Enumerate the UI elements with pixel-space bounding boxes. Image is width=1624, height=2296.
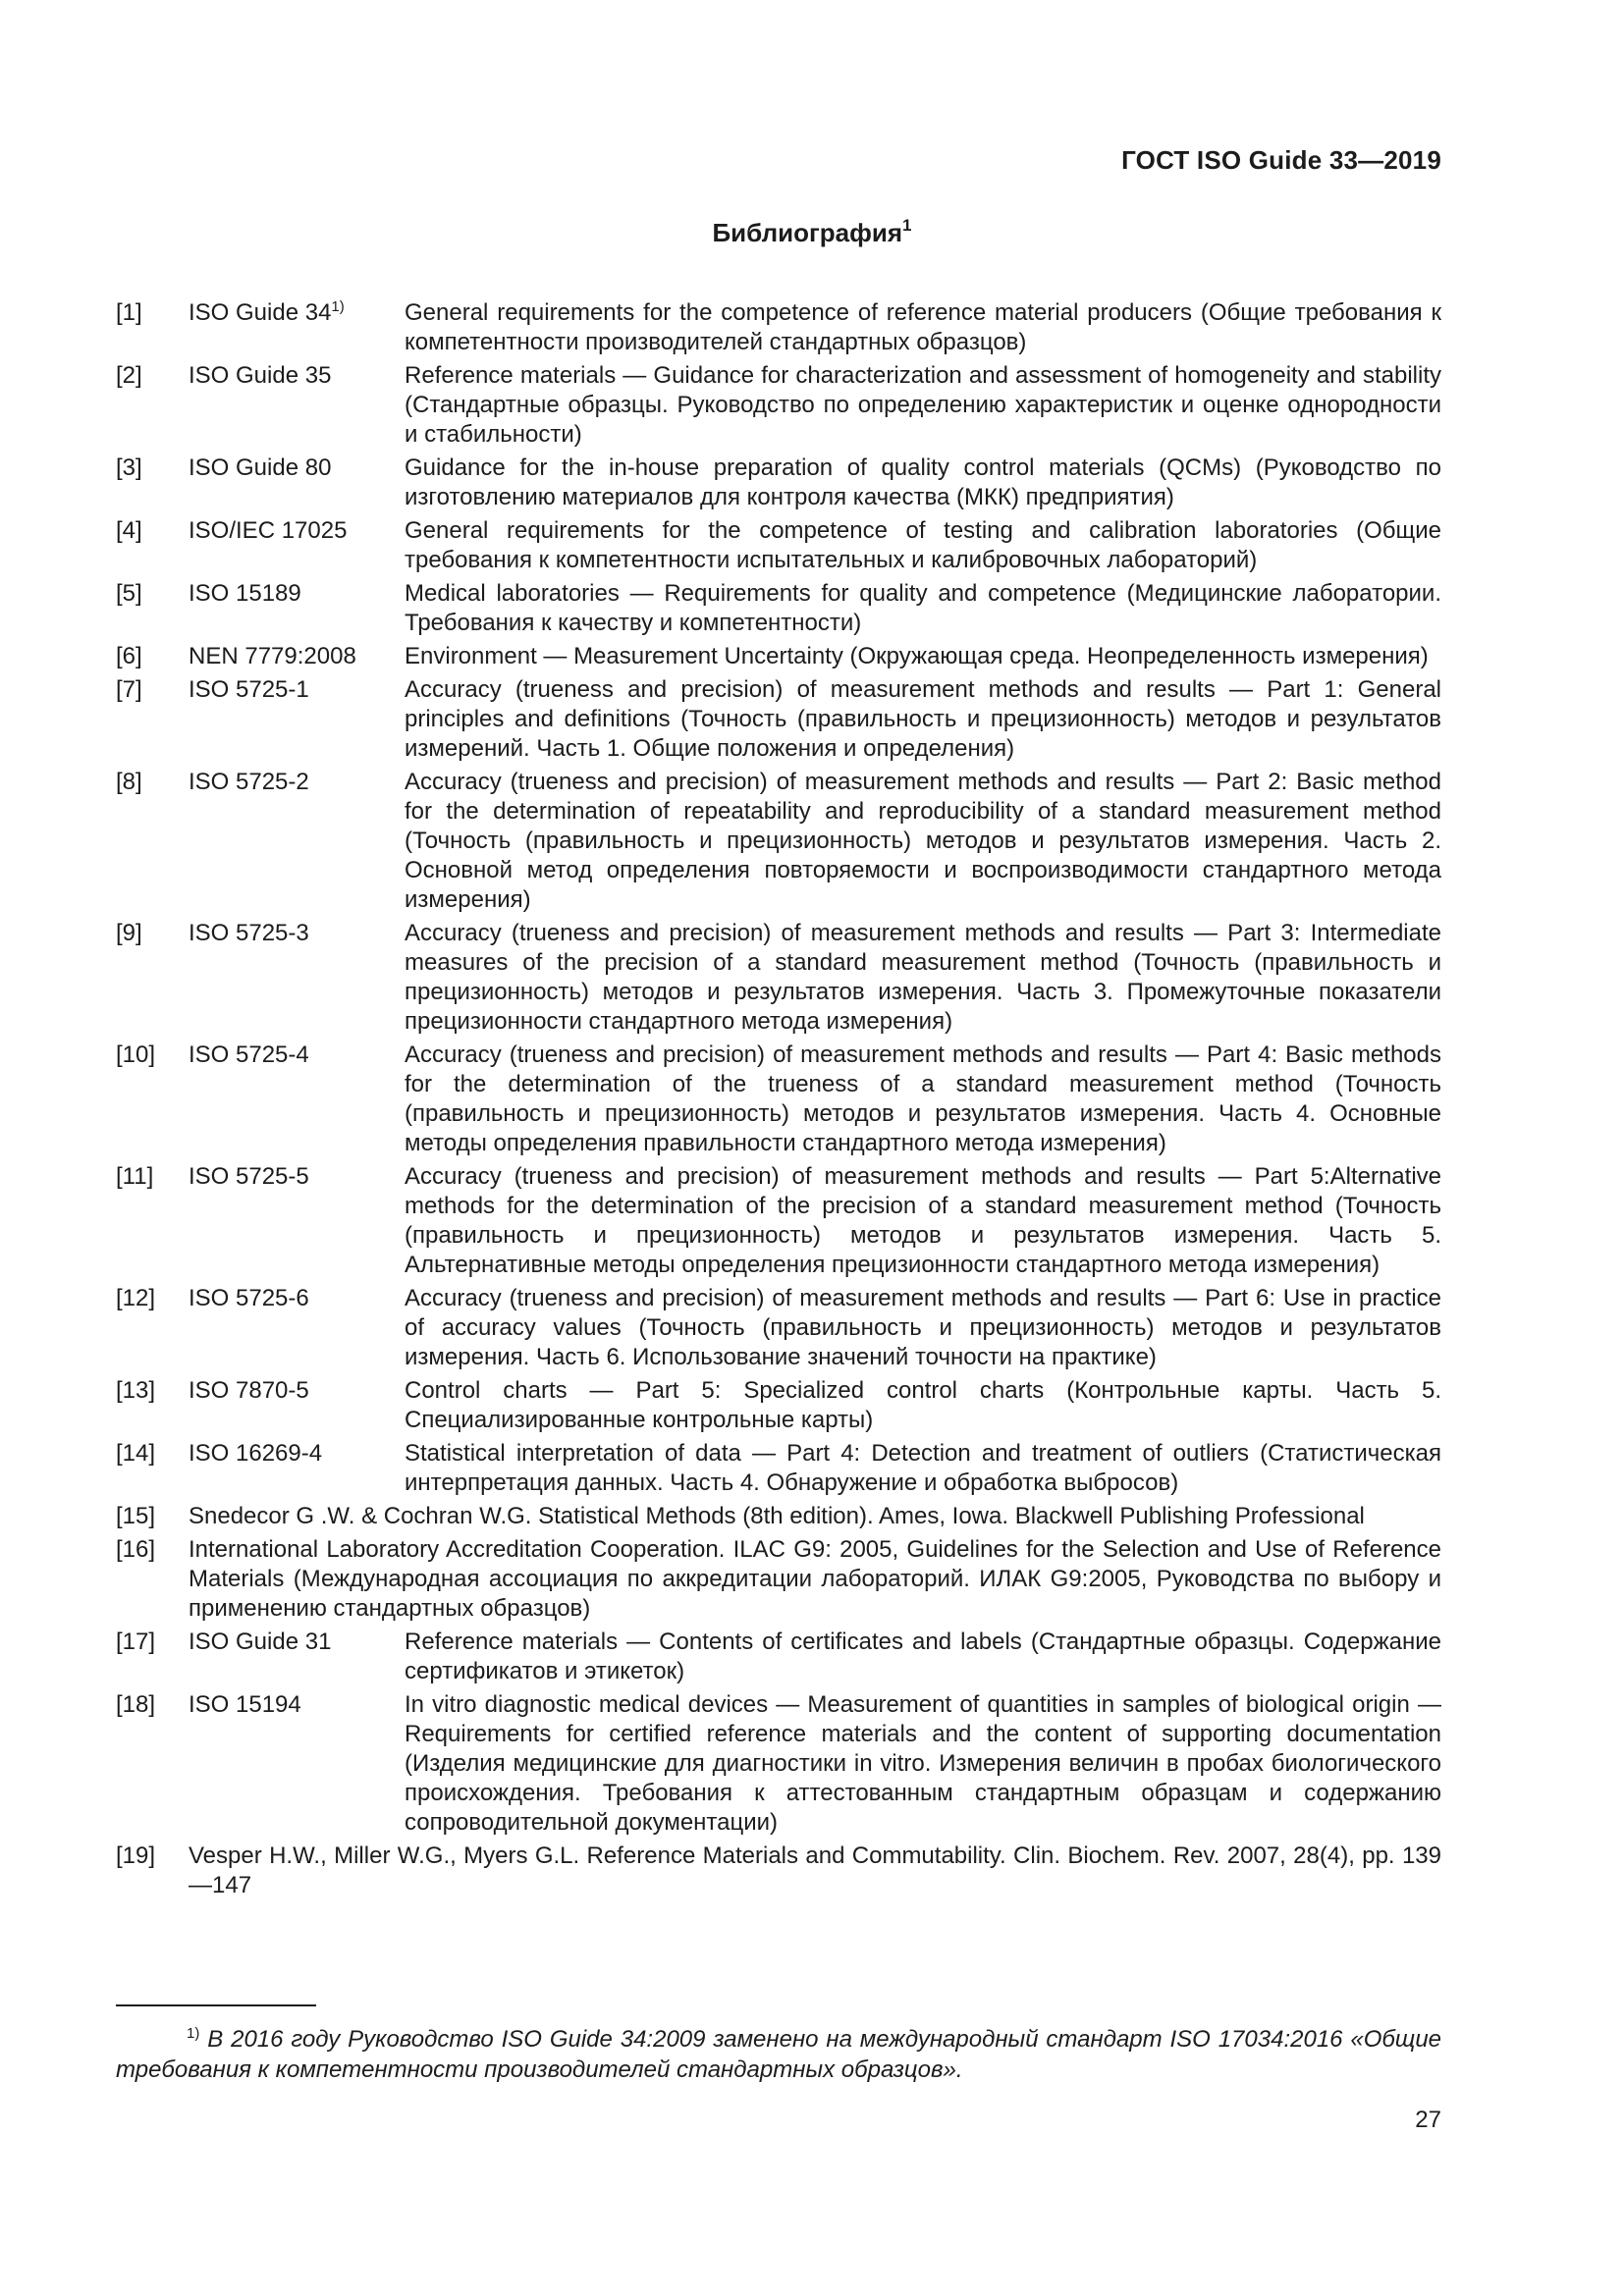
entry-code xyxy=(189,298,405,357)
entry-number: [17] xyxy=(116,1629,156,1655)
entry-number: [12] xyxy=(116,1285,156,1311)
entry-number: [3] xyxy=(116,454,142,481)
bibliography-list xyxy=(116,298,1441,1904)
bibliography-entry xyxy=(116,919,1441,1037)
page-number: 27 xyxy=(1415,2107,1441,2133)
entry-text: General requirements for the competence of testing and calibration laboratories (Общие требования к компетентности испытательных и калибровочных лабораторий) xyxy=(405,517,1441,573)
entry-text: In vitro diagnostic medical devices — Measurement of quantities in samples of biological origin — Requirements for certified reference materials and the content of supporting documentation (Изделия медицинские для диагностики in vitro. Измерения величин в пробах биологического происхождения. Требования к аттестованным стандартным образцам и содержанию сопроводительной документации) xyxy=(405,1691,1441,1836)
entry-code-footnote-marker: 1) xyxy=(331,298,345,315)
entry-number: [9] xyxy=(116,920,142,946)
entry-text: Reference materials — Contents of certificates and labels (Стандартные образцы. Содержание сертификатов и этикеток) xyxy=(405,1629,1441,1684)
entry-code xyxy=(189,1162,405,1280)
bibliography-entry xyxy=(116,516,1441,575)
entry-code xyxy=(189,1041,405,1158)
entry-number: [13] xyxy=(116,1377,156,1404)
entry-text: Accuracy (trueness and precision) of measurement methods and results — Part 4: Basic methods for the determination of the trueness of a standard measurement method (Точность (правильность и прецизионность) методов и результатов измерения. Часть 4. Основные методы определения правильности стандартного метода измерения) xyxy=(405,1041,1441,1156)
entry-number: [14] xyxy=(116,1440,156,1467)
entry-number: [8] xyxy=(116,769,142,795)
entry-number: [15] xyxy=(116,1503,156,1529)
entry-text: Accuracy (trueness and precision) of measurement methods and results — Part 5:Alternative methods for the determination of the precision of a standard measurement method (Точность (правильность и прецизионность) методов и результатов измерения. Часть 5. Альтернативные методы определения прецизионности стандартного метода измерения) xyxy=(405,1163,1441,1278)
entry-code-text: ISO Guide 35 xyxy=(189,362,332,389)
entry-code-text: ISO Guide 31 xyxy=(189,1629,332,1655)
footnote-marker: 1) xyxy=(187,2025,200,2042)
footnote xyxy=(116,2024,1441,2085)
entry-number: [2] xyxy=(116,362,142,389)
entry-code-text: ISO Guide 80 xyxy=(189,454,332,481)
entry-text: General requirements for the competence of reference material producers (Общие требования к компетентности производителей стандартных образцов) xyxy=(405,299,1441,355)
entry-code xyxy=(189,1284,405,1372)
entry-code-text: ISO 5725-3 xyxy=(189,920,309,946)
bibliography-entry xyxy=(116,1376,1441,1435)
entry-code xyxy=(189,579,405,638)
entry-code-text: ISO 5725-1 xyxy=(189,676,309,703)
bibliography-entry xyxy=(116,675,1441,764)
document-header: ГОСТ ISO Guide 33—2019 xyxy=(1121,145,1441,175)
entry-code xyxy=(189,919,405,1037)
title-text: Библиография xyxy=(712,218,903,247)
bibliography-entry xyxy=(116,1535,1441,1624)
entry-code xyxy=(189,768,405,915)
entry-code xyxy=(189,361,405,450)
entry-text: Reference materials — Guidance for characterization and assessment of homogeneity and stability (Стандартные образцы. Руководство по определению характеристик и оценке однородности и стабильности) xyxy=(405,362,1441,448)
entry-number: [19] xyxy=(116,1842,156,1869)
page-title xyxy=(0,218,1624,248)
footnote-text: В 2016 году Руководство ISO Guide 34:2009 заменено на международный стандарт ISO 17034:2016 «Общие требования к компетентности производителей стандартных образцов». xyxy=(116,2026,1442,2083)
entry-code-text: ISO Guide 34 xyxy=(189,299,332,326)
entry-code-text: ISO 5725-5 xyxy=(189,1163,309,1190)
entry-text: International Laboratory Accreditation Cooperation. ILAC G9: 2005, Guidelines for the Selection and Use of Reference Materials (Международная ассоциация по аккредитации лабораторий. ИЛАК G9:2005, Руководства по выбору и применению стандартных образцов) xyxy=(189,1536,1441,1622)
entry-text: Accuracy (trueness and precision) of measurement methods and results — Part 1: General principles and definitions (Точность (правильность и прецизионность) методов и результатов измерений. Часть 1. Общие положения и определения) xyxy=(405,676,1441,762)
entry-code-text: ISO 15194 xyxy=(189,1691,301,1718)
bibliography-entry xyxy=(116,454,1441,512)
bibliography-entry xyxy=(116,1690,1441,1838)
title-footnote-marker: 1 xyxy=(902,216,912,235)
entry-text: Accuracy (trueness and precision) of measurement methods and results — Part 2: Basic method for the determination of repeatability and reproducibility of a standard measurement method (Точность (правильность и прецизионность) методов и результатов измерения. Часть 2. Основной метод определения повторяемости и воспроизводимости стандартного метода измерения) xyxy=(405,769,1441,913)
bibliography-entry xyxy=(116,1439,1441,1498)
entry-text: Environment — Measurement Uncertainty (Окружающая среда. Неопределенность измерения) xyxy=(405,643,1429,669)
entry-text: Guidance for the in-house preparation of quality control materials (QCMs) (Руководство по изготовлению материалов для контроля качества (МКК) предприятия) xyxy=(405,454,1441,510)
entry-code xyxy=(189,1376,405,1435)
bibliography-entry xyxy=(116,642,1441,671)
entry-text: Control charts — Part 5: Specialized control charts (Контрольные карты. Часть 5. Специализированные контрольные карты) xyxy=(405,1377,1441,1433)
footnote-separator xyxy=(116,2004,316,2006)
entry-text: Medical laboratories — Requirements for quality and competence (Медицинские лаборатории. Требования к качеству и компетентности) xyxy=(405,580,1441,636)
entry-text: Accuracy (trueness and precision) of measurement methods and results — Part 6: Use in practice of accuracy values (Точность (правильность и прецизионность) методов и результатов измерения. Часть 6. Использование значений точности на практике) xyxy=(405,1285,1441,1370)
entry-code-text: NEN 7779:2008 xyxy=(189,643,356,669)
bibliography-entry xyxy=(116,1041,1441,1158)
entry-code xyxy=(189,516,405,575)
bibliography-entry xyxy=(116,361,1441,450)
entry-code-text: ISO 5725-2 xyxy=(189,769,309,795)
entry-number: [18] xyxy=(116,1691,156,1718)
entry-code xyxy=(189,454,405,512)
entry-number: [10] xyxy=(116,1041,156,1068)
entry-number: [7] xyxy=(116,676,142,703)
bibliography-entry xyxy=(116,1502,1441,1531)
entry-number: [6] xyxy=(116,643,142,669)
entry-code xyxy=(189,1690,405,1838)
bibliography-entry xyxy=(116,1842,1441,1900)
entry-code-text: ISO/IEC 17025 xyxy=(189,517,348,544)
entry-number: [11] xyxy=(116,1163,154,1190)
bibliography-entry xyxy=(116,579,1441,638)
entry-code-text: ISO 16269-4 xyxy=(189,1440,323,1467)
entry-code-text: ISO 15189 xyxy=(189,580,301,607)
entry-code-text: ISO 5725-6 xyxy=(189,1285,309,1311)
bibliography-entry xyxy=(116,1284,1441,1372)
entry-code-text: ISO 5725-4 xyxy=(189,1041,309,1068)
bibliography-entry xyxy=(116,298,1441,357)
entry-text: Vesper H.W., Miller W.G., Myers G.L. Reference Materials and Commutability. Clin. Biochem. Rev. 2007, 28(4), pp. 139—147 xyxy=(189,1842,1441,1898)
entry-code xyxy=(189,675,405,764)
bibliography-entry xyxy=(116,1162,1441,1280)
entry-text: Statistical interpretation of data — Part 4: Detection and treatment of outliers (Статистическая интерпретация данных. Часть 4. Обнаружение и обработка выбросов) xyxy=(405,1440,1441,1496)
entry-number: [1] xyxy=(116,299,142,326)
bibliography-entry xyxy=(116,1628,1441,1686)
entry-code xyxy=(189,1439,405,1498)
bibliography-entry xyxy=(116,768,1441,915)
entry-number: [5] xyxy=(116,580,142,607)
entry-number: [16] xyxy=(116,1536,156,1563)
entry-text: Accuracy (trueness and precision) of measurement methods and results — Part 3: Intermediate measures of the precision of a standard measurement method (Точность (правильность и прецизионность) методов и результатов измерения. Часть 3. Промежуточные показатели прецизионности стандартного метода измерения) xyxy=(405,920,1441,1035)
entry-code xyxy=(189,642,405,671)
entry-number: [4] xyxy=(116,517,142,544)
entry-text: Snedecor G .W. & Cochran W.G. Statistical Methods (8th edition). Ames, Iowa. Blackwell Publishing Professional xyxy=(189,1503,1365,1529)
entry-code-text: ISO 7870-5 xyxy=(189,1377,309,1404)
entry-code xyxy=(189,1628,405,1686)
